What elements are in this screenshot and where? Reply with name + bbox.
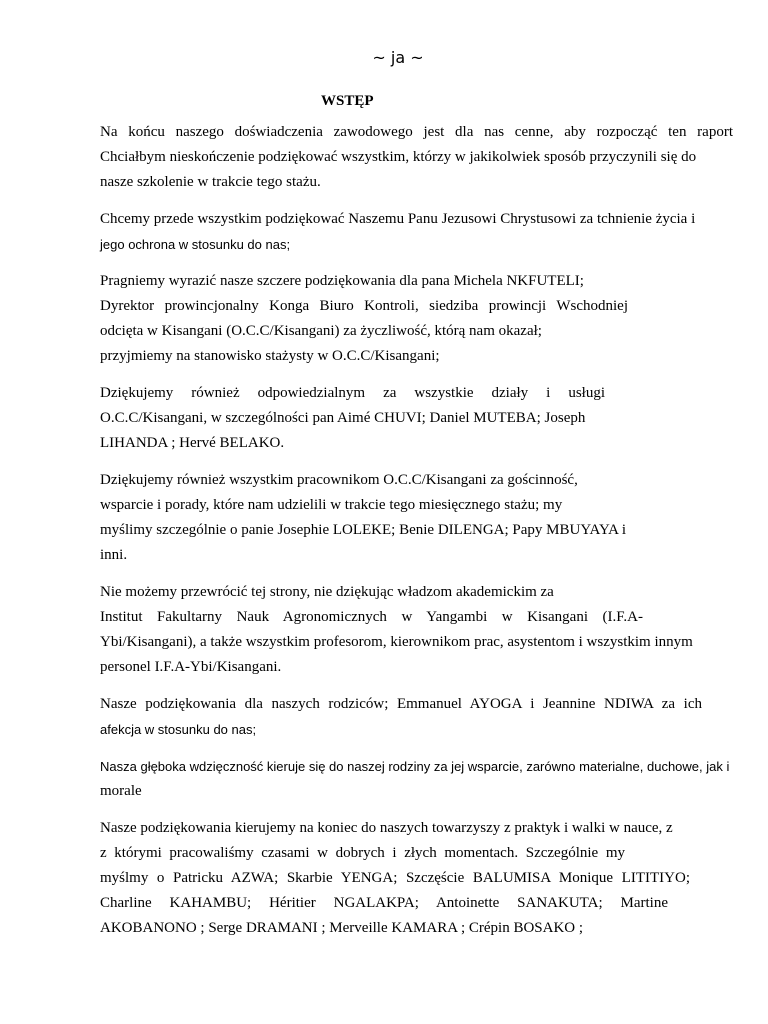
text-line: nasze szkolenie w trakcie tego stażu. bbox=[100, 174, 321, 190]
text-line: Dziękujemy również odpowiedzialnym za wszystkie działy i usługi bbox=[100, 385, 605, 401]
text-line: Nasze podziękowania dla naszych rodziców; Emmanuel AYOGA i Jeannine NDIWA za ich bbox=[100, 696, 702, 712]
paragraph-thanks-god bbox=[100, 207, 733, 257]
text-line: wsparcie i porady, które nam udzielili w trakcie tego miesięcznego stażu; my bbox=[100, 497, 563, 513]
text-line: Pragniemy wyrazić nasze szczere podziękowania dla pana Michela NKFUTELI; bbox=[100, 273, 584, 289]
text-line: jego ochrona w stosunku do nas; bbox=[100, 237, 291, 252]
text-line: Dyrektor prowincjonalny Konga Biuro Kontroli, siedziba prowincji Wschodniej bbox=[100, 298, 628, 314]
text-line: Na końcu naszego doświadczenia zawodowego jest dla nas cenne, aby rozpocząć ten raport bbox=[100, 124, 733, 140]
paragraph-thanks-staff bbox=[100, 468, 733, 568]
header-mark: ~ ja ~ bbox=[372, 48, 424, 67]
text-line: Institut Fakultarny Nauk Agronomicznych w Yangambi w Kisangani (I.F.A- bbox=[100, 609, 643, 625]
paragraph-thanks-academic bbox=[100, 580, 733, 680]
text-line: O.C.C/Kisangani, w szczególności pan Aimé CHUVI; Daniel MUTEBA; Joseph bbox=[100, 410, 586, 426]
text-line: przyjmiemy na stanowisko stażysty w O.C.C/Kisangani; bbox=[100, 348, 440, 364]
text-line: Nasza głęboka wdzięczność kieruje się do naszej rodziny za jej wsparcie, zarówno materialne, duchowe, jak i bbox=[100, 759, 730, 774]
text-line: myślmy o Patricku AZWA; Skarbie YENGA; Szczęście BALUMISA Monique LITITIYO; bbox=[100, 870, 690, 886]
text-line: Chcemy przede wszystkim podziękować Naszemu Panu Jezusowi Chrystusowi za tchnienie życia i bbox=[100, 211, 696, 227]
text-line: z którymi pracowaliśmy czasami w dobrych i złych momentach. Szczególnie my bbox=[100, 845, 625, 861]
text-line: afekcja w stosunku do nas; bbox=[100, 722, 257, 737]
paragraph-intro bbox=[100, 120, 733, 195]
paragraph-thanks-colleagues bbox=[100, 816, 733, 941]
paragraph-thanks-family bbox=[100, 754, 733, 804]
paragraph-thanks-parents bbox=[100, 692, 733, 742]
paragraph-thanks-director bbox=[100, 269, 733, 369]
text-line: Ybi/Kisangani), a także wszystkim profesorom, kierownikom prac, asystentom i wszystkim innym bbox=[100, 634, 693, 650]
text-line: Dziękujemy również wszystkim pracownikom O.C.C/Kisangani za gościnność, bbox=[100, 472, 578, 488]
text-line: inni. bbox=[100, 547, 128, 563]
text-line: Nie możemy przewrócić tej strony, nie dziękując władzom akademickim za bbox=[100, 584, 554, 600]
text-line: myślimy szczególnie o panie Josephie LOLEKE; Benie DILENGA; Papy MBUYAYA i bbox=[100, 522, 627, 538]
text-line: Chciałbym nieskończenie podziękować wszystkim, którzy w jakikolwiek sposób przyczynili się do bbox=[100, 149, 697, 165]
text-line: personel I.F.A-Ybi/Kisangani. bbox=[100, 659, 282, 675]
text-line: Charline KAHAMBU; Héritier NGALAKPA; Antoinette SANAKUTA; Martine bbox=[100, 895, 668, 911]
text-line: Nasze podziękowania kierujemy na koniec do naszych towarzyszy z praktyk i walki w nauce, z bbox=[100, 820, 673, 836]
section-heading: WSTĘP bbox=[321, 93, 374, 109]
text-line: LIHANDA ; Hervé BELAKO. bbox=[100, 435, 285, 451]
document-body bbox=[100, 120, 733, 953]
text-line: AKOBANONO ; Serge DRAMANI ; Merveille KAMARA ; Crépin BOSAKO ; bbox=[100, 920, 584, 936]
text-line: odcięta w Kisangani (O.C.C/Kisangani) za życzliwość, którą nam okazał; bbox=[100, 323, 542, 339]
text-line: morale bbox=[100, 783, 142, 799]
paragraph-thanks-departments bbox=[100, 381, 733, 456]
